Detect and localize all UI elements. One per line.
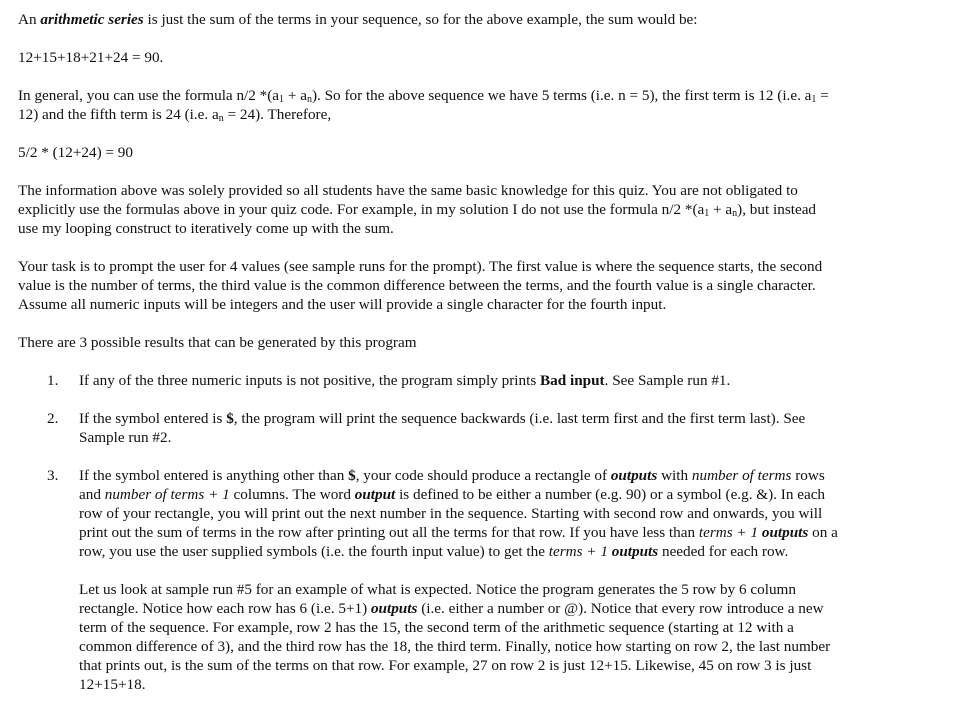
text-line: Let us look at sample run #5 for an example of what is expected. Notice the program generates the 5 row by 6 column xyxy=(79,581,796,598)
text-run: on a xyxy=(808,524,838,541)
text-line: that prints out, is the sum of the terms on that row. For example, 27 on row 2 is just 12+15. Likewise, 45 on row 3 is just xyxy=(79,657,812,674)
text-line: Assume all numeric inputs will be integers and the user will provide a single character for the fourth input. xyxy=(18,296,667,313)
text-line: term of the sequence. For example, row 2 has the 15, the second term of the arithmetic sequence (starting at 12 with a xyxy=(79,619,794,636)
paragraph-general-formula xyxy=(18,86,928,124)
text-run: rows xyxy=(791,467,825,484)
text-run: needed for each row. xyxy=(658,543,789,560)
text-run: + a xyxy=(284,87,307,104)
text-run: is just the sum of the terms in your sequence, so for the above example, the sum would be: xyxy=(143,11,698,28)
bad-input-text: Bad input xyxy=(540,372,605,389)
paragraph-possible-results: There are 3 possible results that can be generated by this program xyxy=(18,334,417,351)
list-item xyxy=(18,409,928,447)
text-run: = xyxy=(816,87,829,104)
text-run: If the symbol entered is xyxy=(79,410,227,427)
subscript: n xyxy=(218,113,224,124)
results-list xyxy=(18,371,928,694)
text-run: print out the sum of terms in the row after printing out all the terms for that row. If you have less than xyxy=(79,524,699,541)
text-line: value is the number of terms, the third value is the common difference between the terms, and the fourth value is a single character. xyxy=(18,277,816,294)
text-run: row, you use the user supplied symbols (i.e. the fourth input value) to get the xyxy=(79,543,549,560)
term-output: output xyxy=(354,486,396,503)
text-run: = 24). Therefore, xyxy=(223,106,332,123)
text-run: An xyxy=(18,11,41,28)
text-run: is defined to be either a number (e.g. 90) or a symbol (e.g. &). In each xyxy=(395,486,826,503)
text-line: common difference of 3), and the third row has the 18, the third term. Finally, notice how starting on row 2, the last number xyxy=(79,638,831,655)
term-outputs: outputs xyxy=(610,467,658,484)
term-terms-plus-one: terms + 1 xyxy=(548,543,608,560)
term-number-of-terms-plus-one: number of terms + 1 xyxy=(104,486,230,503)
term-outputs: outputs xyxy=(611,543,659,560)
subscript: n xyxy=(732,208,738,219)
subscript: n xyxy=(306,94,312,105)
dollar-symbol: $ xyxy=(348,467,356,484)
text-line: 12+15+18. xyxy=(79,676,146,693)
text-run: 12) and the fifth term is 24 (i.e. a xyxy=(18,106,219,123)
list-number: 1. xyxy=(47,372,59,389)
text-line: The information above was solely provided so all students have the same basic knowledge for this quiz. You are not obligated to xyxy=(18,182,798,199)
text-run: columns. The word xyxy=(229,486,355,503)
text-line: Your task is to prompt the user for 4 values (see sample runs for the prompt). The first value is where the sequence starts, the second xyxy=(18,258,823,275)
term-outputs: outputs xyxy=(370,600,418,617)
dollar-symbol: $ xyxy=(226,410,234,427)
list-number: 2. xyxy=(47,410,59,427)
text-run: If any of the three numeric inputs is not positive, the program simply prints xyxy=(79,372,541,389)
paragraph-example-sum: 12+15+18+21+24 = 90. xyxy=(18,49,164,66)
text-run: and xyxy=(79,486,105,503)
text-run: If the symbol entered is anything other than xyxy=(79,467,349,484)
text-run: , your code should produce a rectangle of xyxy=(355,467,611,484)
term-arithmetic-series: arithmetic series xyxy=(40,11,144,28)
term-outputs: outputs xyxy=(761,524,809,541)
term-terms-plus-one: terms + 1 xyxy=(698,524,759,541)
text-run: explicitly use the formulas above in your quiz code. For example, in my solution I do not use the formula n/2 *(a xyxy=(18,201,705,218)
list-number: 3. xyxy=(47,467,59,484)
text-run: In general, you can use the formula n/2 *(a xyxy=(18,87,280,104)
text-run: . See Sample run #1. xyxy=(604,372,731,389)
text-run: ). So for the above sequence we have 5 terms (i.e. n = 5), the first term is 12 (i.e. a xyxy=(311,87,812,104)
paragraph-information xyxy=(18,181,928,238)
subscript: 1 xyxy=(279,94,285,105)
term-number-of-terms: number of terms xyxy=(691,467,792,484)
text-run: rectangle. Notice how each row has 6 (i.e. 5+1) xyxy=(79,600,371,617)
text-run: with xyxy=(657,467,692,484)
text-line: use my looping construct to iteratively come up with the sum. xyxy=(18,220,394,237)
list-item xyxy=(18,371,928,390)
paragraph-task xyxy=(18,257,928,314)
paragraph-formula-example: 5/2 * (12+24) = 90 xyxy=(18,144,133,161)
paragraph-arithmetic-series xyxy=(18,10,928,29)
text-run: ), but instead xyxy=(737,201,817,218)
text-run: Sample run #2. xyxy=(79,429,172,446)
list-item xyxy=(18,466,928,561)
subscript: 1 xyxy=(811,94,817,105)
text-run: + a xyxy=(709,201,733,218)
list-item-continuation xyxy=(18,580,928,694)
text-run: (i.e. either a number or @). Notice that every row introduce a new xyxy=(417,600,824,617)
text-run: , the program will print the sequence backwards (i.e. last term first and the first term last). See xyxy=(233,410,806,427)
document-page xyxy=(18,10,928,694)
subscript: 1 xyxy=(704,208,710,219)
text-line: row of your rectangle, you will print out the next number in the sequence. Starting with second row and onwards, you will xyxy=(79,505,823,522)
